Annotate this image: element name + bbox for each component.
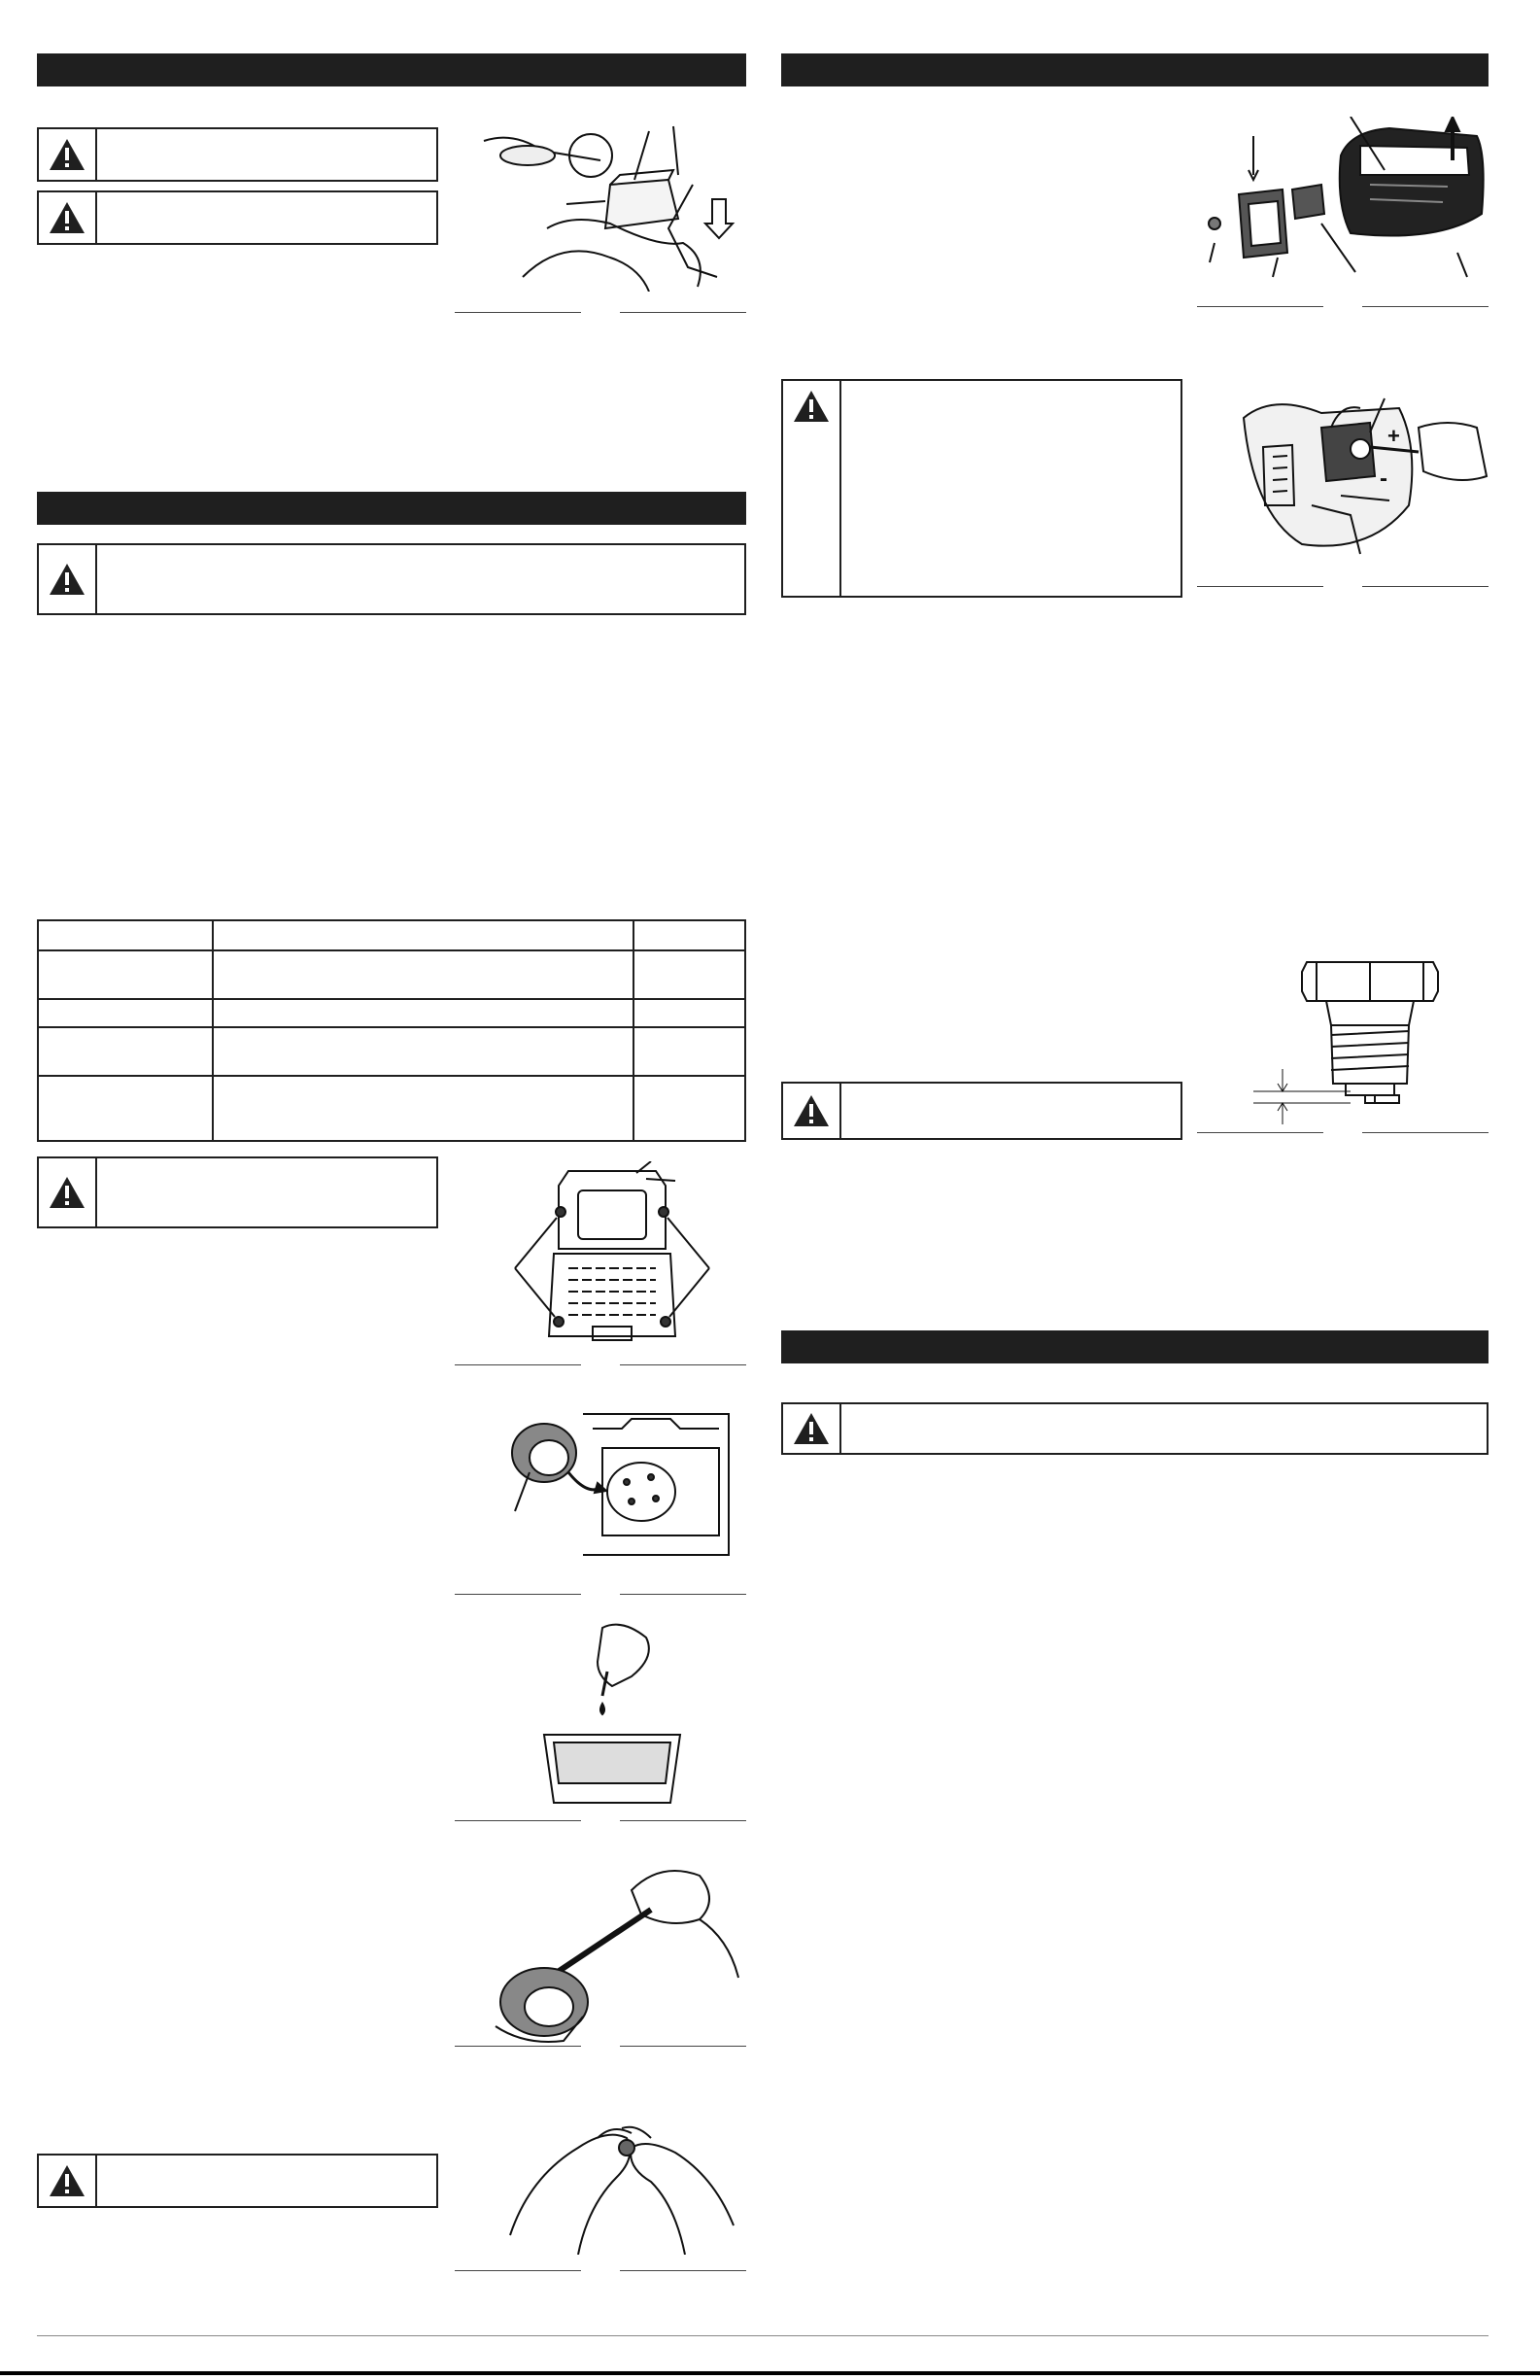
illustration-foam-filter xyxy=(496,1390,748,1565)
page-bottom-border xyxy=(0,2371,1540,2375)
illustration-air-filter-exploded xyxy=(1195,117,1491,287)
illustration-filter-cover-screws xyxy=(500,1161,724,1356)
illustration-hands-part xyxy=(491,2070,743,2255)
warning-triangle-icon xyxy=(39,2156,97,2206)
illustration-carburetor-adjust xyxy=(1215,360,1491,583)
warning-triangle-icon xyxy=(39,1158,97,1226)
table-row xyxy=(38,1076,745,1141)
warning-box-4 xyxy=(781,379,1182,598)
warning-triangle-icon xyxy=(39,192,97,243)
illustration-oil-filter-drop xyxy=(534,1618,690,1812)
section-header-bottom-right xyxy=(781,1330,1489,1363)
warning-triangle-icon xyxy=(39,129,97,180)
figure-caption-line xyxy=(455,1820,746,1822)
illustration-squeeze-filter xyxy=(476,1842,748,2046)
table-row xyxy=(38,950,745,999)
table-row xyxy=(38,920,745,950)
warning-box-3 xyxy=(37,543,746,615)
svg-text:-: - xyxy=(1380,466,1387,492)
figure-caption-line xyxy=(1197,586,1489,588)
section-header-middle-left xyxy=(37,492,746,525)
warning-box-2 xyxy=(37,190,438,245)
warning-box-1 xyxy=(37,127,438,182)
warning-box-5 xyxy=(781,1082,1182,1140)
illustration-air-filter-cover xyxy=(474,121,746,292)
figure-caption-line xyxy=(455,2270,746,2272)
warning-triangle-icon xyxy=(783,381,841,596)
figure-caption-line xyxy=(455,2046,746,2048)
table-row xyxy=(38,999,745,1027)
warning-box-8 xyxy=(37,2154,438,2208)
illustration-spark-plug-gap xyxy=(1253,957,1487,1132)
spec-table xyxy=(37,919,746,1142)
warning-box-6 xyxy=(37,1156,438,1228)
warning-box-7 xyxy=(781,1402,1489,1455)
figure-caption-line xyxy=(455,1594,746,1596)
table-row xyxy=(38,1027,745,1076)
warning-triangle-icon xyxy=(783,1404,841,1453)
figure-caption-line xyxy=(1197,1132,1489,1134)
section-header-top-right xyxy=(781,53,1489,86)
figure-caption-line xyxy=(455,1364,746,1366)
section-header-top-left xyxy=(37,53,746,86)
warning-triangle-icon xyxy=(783,1084,841,1138)
figure-caption-line xyxy=(455,312,746,314)
figure-caption-line xyxy=(1197,306,1489,308)
footer-divider xyxy=(37,2335,1489,2336)
svg-text:+: + xyxy=(1387,424,1400,448)
warning-triangle-icon xyxy=(39,545,97,613)
